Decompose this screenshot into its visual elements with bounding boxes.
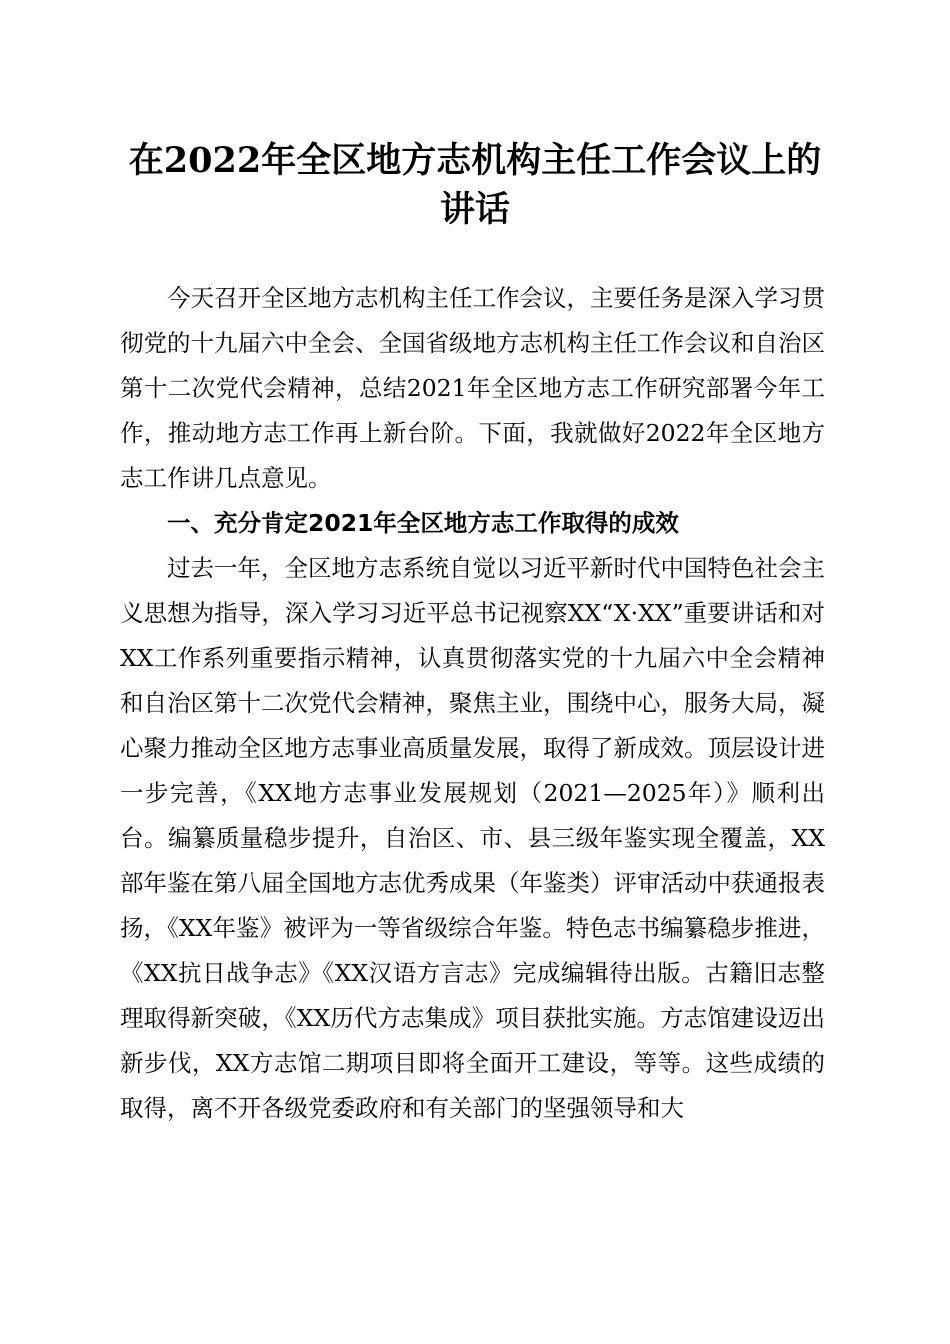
section-1-paragraph: 过去一年，全区地方志系统自觉以习近平新时代中国特色社会主义思想为指导，深入学习习近平总书记视察XX“X·XX”重要讲话和对XX工作系列重要指示精神，认真贯彻落实党的十九届六中全会精神和自治区第十二次党代会精神，聚焦主业，围绕中心，服务大局，凝心聚力推动全区地方志事业高质量发展，取得了新成效。顶层设计进一步完善，《XX地方志事业发展规划（2021—2025年）》顺利出台。编纂质量稳步提升，自治区、市、县三级年鉴实现全覆盖，XX部年鉴在第八届全国地方志优秀成果（年鉴类）评审活动中获通报表扬，《XX年鉴》被评为一等省级综合年鉴。特色志书编纂稳步推进，《XX抗日战争志》《XX汉语方言志》完成编辑待出版。古籍旧志整理取得新突破，《XX历代方志集成》项目获批实施。方志馆建设迈出新步伐，XX方志馆二期项目即将全面开工建设，等等。这些成绩的取得，离不开各级党委政府和有关部门的坚强领导和大 [120,554,825,1122]
document-body [120,276,825,1131]
section-1-heading: 一、充分肯定2021年全区地方志工作取得的成效 [167,509,679,537]
intro-paragraph: 今天召开全区地方志机构主任工作会议，主要任务是深入学习贯彻党的十九届六中全会、全国省级地方志机构主任工作会议和自治区第十二次党代会精神，总结2021年全区地方志工作研究部署今年工作，推动地方志工作再上新台阶。下面，我就做好2022年全区地方志工作讲几点意见。 [120,284,825,492]
document-title: 在2022年全区地方志机构主任工作会议上的讲话 [128,140,822,230]
